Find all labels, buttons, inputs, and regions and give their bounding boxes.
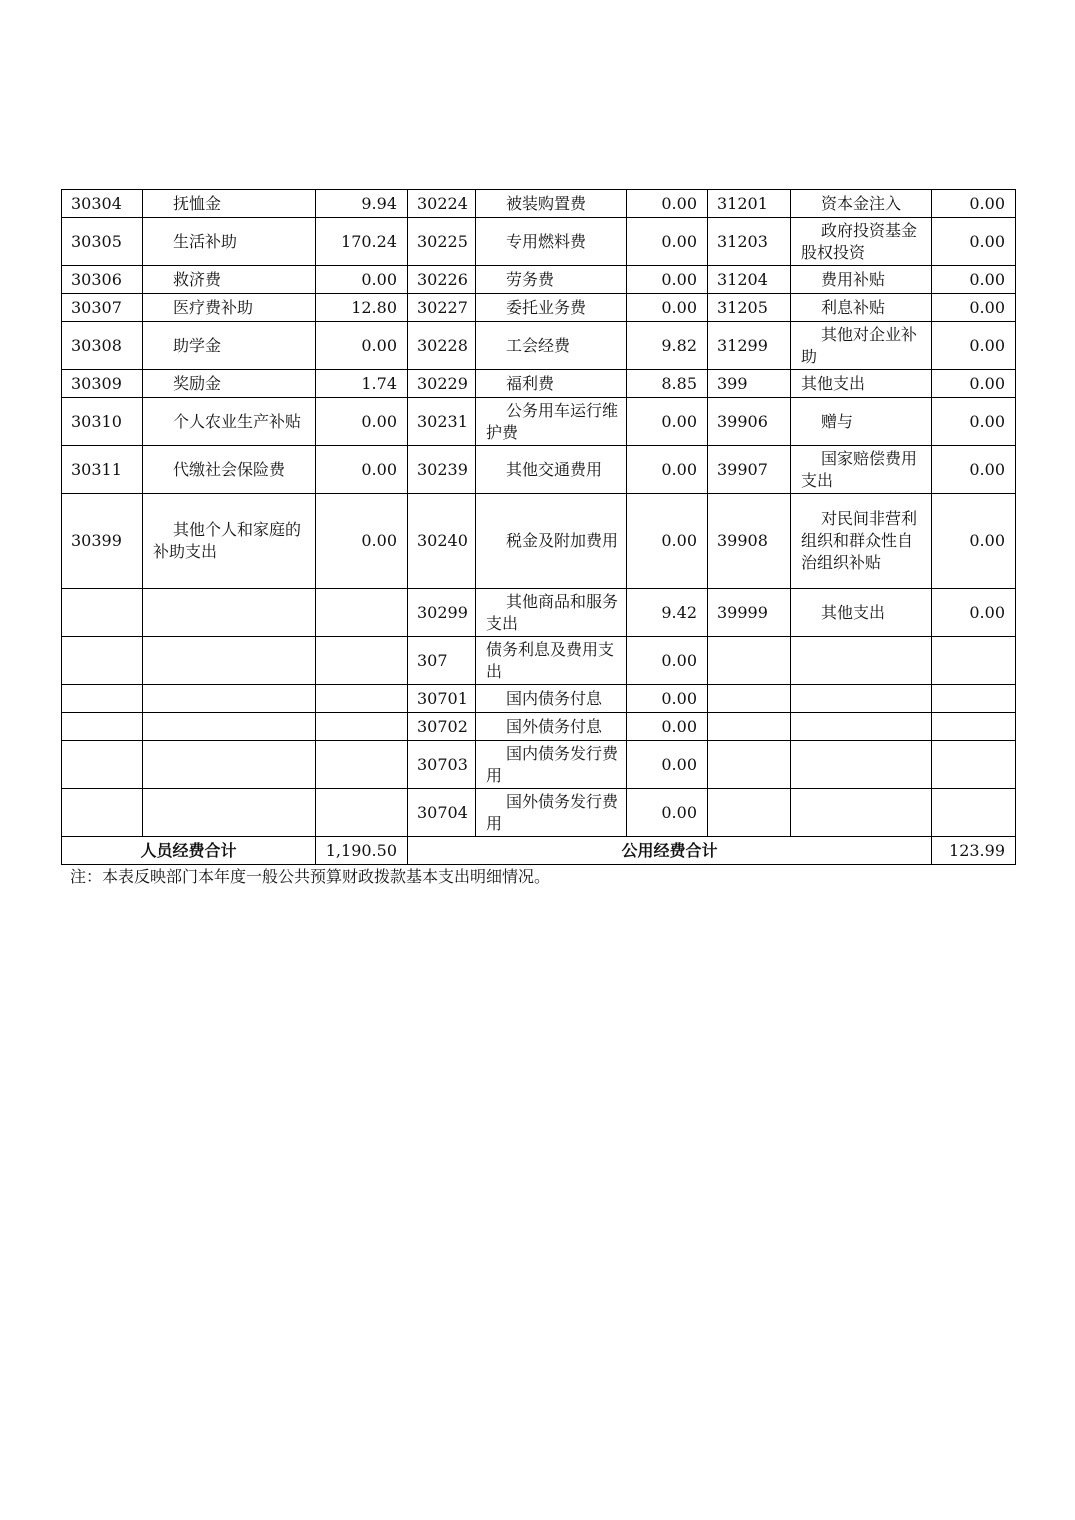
item-code: 30702 <box>408 713 476 741</box>
item-name-cell <box>791 218 932 266</box>
item-name-cell <box>791 494 932 589</box>
item-amount: 0.00 <box>627 685 708 713</box>
item-amount: 0.00 <box>932 589 1016 637</box>
table-row <box>62 398 1016 446</box>
table-row <box>62 218 1016 266</box>
item-name: 奖励金 <box>173 373 222 393</box>
item-amount: 170.24 <box>316 218 408 266</box>
item-name: 被装购置费 <box>506 193 587 213</box>
item-name: 专用燃料费 <box>506 231 587 251</box>
item-name-cell <box>476 446 627 494</box>
item-amount: 0.00 <box>316 322 408 370</box>
item-name: 助学金 <box>173 335 222 355</box>
item-code: 39908 <box>708 494 791 589</box>
item-name-cell <box>476 322 627 370</box>
item-name-cell <box>791 637 932 685</box>
item-amount: 0.00 <box>627 741 708 789</box>
item-name-cell <box>791 446 932 494</box>
item-amount: 0.00 <box>627 637 708 685</box>
item-code <box>62 589 143 637</box>
table-row <box>62 322 1016 370</box>
item-amount: 9.82 <box>627 322 708 370</box>
item-code: 30299 <box>408 589 476 637</box>
item-name-cell <box>143 741 316 789</box>
item-amount: 0.00 <box>932 294 1016 322</box>
item-name-cell <box>476 266 627 294</box>
item-name-cell <box>143 398 316 446</box>
item-amount: 0.00 <box>627 494 708 589</box>
item-amount <box>932 713 1016 741</box>
table-row <box>62 266 1016 294</box>
item-code: 30239 <box>408 446 476 494</box>
item-name-cell <box>143 190 316 218</box>
item-code <box>62 741 143 789</box>
item-code: 39907 <box>708 446 791 494</box>
item-code: 30225 <box>408 218 476 266</box>
item-amount <box>932 789 1016 837</box>
item-amount: 0.00 <box>932 322 1016 370</box>
item-amount: 0.00 <box>316 494 408 589</box>
table-row <box>62 294 1016 322</box>
item-code: 31204 <box>708 266 791 294</box>
item-name-cell <box>791 266 932 294</box>
item-name-cell <box>143 589 316 637</box>
item-amount: 0.00 <box>932 266 1016 294</box>
item-code: 399 <box>708 370 791 398</box>
item-name-cell <box>791 370 932 398</box>
item-amount: 0.00 <box>316 266 408 294</box>
item-code: 30310 <box>62 398 143 446</box>
item-code <box>62 685 143 713</box>
item-code: 30703 <box>408 741 476 789</box>
item-amount: 8.85 <box>627 370 708 398</box>
item-amount: 9.94 <box>316 190 408 218</box>
item-code: 30226 <box>408 266 476 294</box>
item-name: 其他支出 <box>801 373 866 393</box>
item-code: 30306 <box>62 266 143 294</box>
item-name: 利息补贴 <box>821 297 886 317</box>
item-amount: 9.42 <box>627 589 708 637</box>
item-name-cell <box>143 294 316 322</box>
item-code <box>708 741 791 789</box>
item-amount: 0.00 <box>932 398 1016 446</box>
item-name: 国内债务发行费用 <box>486 743 619 785</box>
table-row <box>62 589 1016 637</box>
item-amount: 0.00 <box>627 218 708 266</box>
item-name-cell <box>143 637 316 685</box>
item-amount: 0.00 <box>316 446 408 494</box>
item-amount <box>932 741 1016 789</box>
personnel-total-value: 1,190.50 <box>316 837 408 865</box>
item-name: 政府投资基金股权投资 <box>801 220 918 262</box>
item-name-cell <box>791 294 932 322</box>
item-name-cell <box>476 637 627 685</box>
item-code: 31203 <box>708 218 791 266</box>
item-code: 30227 <box>408 294 476 322</box>
item-amount: 0.00 <box>627 713 708 741</box>
item-amount: 12.80 <box>316 294 408 322</box>
item-name: 国内债务付息 <box>506 688 603 708</box>
item-code: 30229 <box>408 370 476 398</box>
item-code: 30240 <box>408 494 476 589</box>
item-amount <box>316 637 408 685</box>
item-name-cell <box>791 190 932 218</box>
item-name-cell <box>476 685 627 713</box>
item-name-cell <box>476 494 627 589</box>
item-name-cell <box>791 713 932 741</box>
item-amount: 0.00 <box>932 218 1016 266</box>
item-name: 国外债务付息 <box>506 716 603 736</box>
item-code: 30311 <box>62 446 143 494</box>
item-code: 30304 <box>62 190 143 218</box>
item-amount <box>316 589 408 637</box>
item-name-cell <box>476 589 627 637</box>
item-amount <box>316 741 408 789</box>
item-code <box>62 637 143 685</box>
item-code: 30224 <box>408 190 476 218</box>
personnel-total-label: 人员经费合计 <box>62 837 316 865</box>
item-name: 福利费 <box>506 373 555 393</box>
table-row <box>62 637 1016 685</box>
item-name-cell <box>143 789 316 837</box>
item-amount <box>316 685 408 713</box>
item-name: 其他个人和家庭的补助支出 <box>153 520 302 561</box>
table-body <box>62 190 1016 837</box>
item-code: 30308 <box>62 322 143 370</box>
item-name: 生活补助 <box>173 231 238 251</box>
item-amount: 0.00 <box>627 294 708 322</box>
item-name-cell <box>476 190 627 218</box>
item-name: 其他商品和服务支出 <box>486 591 619 633</box>
item-amount <box>316 713 408 741</box>
item-name: 其他支出 <box>821 602 886 622</box>
table-row <box>62 370 1016 398</box>
item-name-cell <box>476 218 627 266</box>
item-name: 工会经费 <box>506 335 571 355</box>
item-code: 30307 <box>62 294 143 322</box>
table-row <box>62 494 1016 589</box>
item-name-cell <box>143 446 316 494</box>
item-amount <box>932 637 1016 685</box>
table-row <box>62 741 1016 789</box>
table-row <box>62 789 1016 837</box>
item-amount: 0.00 <box>627 398 708 446</box>
item-code: 39906 <box>708 398 791 446</box>
item-name: 赠与 <box>821 411 854 431</box>
item-name: 其他交通费用 <box>506 459 603 479</box>
item-name-cell <box>143 713 316 741</box>
item-name-cell <box>476 713 627 741</box>
item-code: 30231 <box>408 398 476 446</box>
item-code: 39999 <box>708 589 791 637</box>
item-name: 抚恤金 <box>173 193 222 213</box>
item-amount: 0.00 <box>932 446 1016 494</box>
item-code <box>62 789 143 837</box>
budget-detail-table <box>61 189 1016 865</box>
item-name: 费用补贴 <box>821 269 886 289</box>
item-code: 31299 <box>708 322 791 370</box>
item-name: 救济费 <box>173 269 222 289</box>
item-name-cell <box>143 266 316 294</box>
item-name: 委托业务费 <box>506 297 587 317</box>
item-code: 30704 <box>408 789 476 837</box>
item-code <box>708 789 791 837</box>
public-total-value: 123.99 <box>932 837 1016 865</box>
item-code: 30305 <box>62 218 143 266</box>
item-name-cell <box>791 322 932 370</box>
item-name-cell <box>476 370 627 398</box>
item-name-cell <box>791 789 932 837</box>
item-name: 税金及附加费用 <box>506 531 619 550</box>
item-name: 个人农业生产补贴 <box>173 411 302 431</box>
item-amount: 0.00 <box>627 190 708 218</box>
item-code <box>62 713 143 741</box>
table-row <box>62 713 1016 741</box>
item-code: 30701 <box>408 685 476 713</box>
item-code <box>708 713 791 741</box>
item-amount: 0.00 <box>627 446 708 494</box>
item-code: 30309 <box>62 370 143 398</box>
table-note: 注：本表反映部门本年度一般公共预算财政拨款基本支出明细情况。 <box>70 867 551 886</box>
item-code: 30228 <box>408 322 476 370</box>
public-total-label: 公用经费合计 <box>408 837 932 865</box>
item-code <box>708 637 791 685</box>
item-name-cell <box>476 741 627 789</box>
item-name: 代缴社会保险费 <box>173 459 286 479</box>
item-name-cell <box>143 218 316 266</box>
item-amount: 0.00 <box>627 789 708 837</box>
item-name-cell <box>476 294 627 322</box>
item-name-cell <box>143 370 316 398</box>
item-name-cell <box>791 685 932 713</box>
item-name: 医疗费补助 <box>173 297 254 317</box>
item-amount: 0.00 <box>932 190 1016 218</box>
item-amount: 1.74 <box>316 370 408 398</box>
item-code <box>708 685 791 713</box>
totals-row <box>62 837 1016 865</box>
item-name-cell <box>791 589 932 637</box>
item-name-cell <box>476 789 627 837</box>
item-amount: 0.00 <box>627 266 708 294</box>
item-name-cell <box>791 398 932 446</box>
item-name-cell <box>143 322 316 370</box>
item-amount <box>316 789 408 837</box>
item-code: 30399 <box>62 494 143 589</box>
item-code: 31201 <box>708 190 791 218</box>
item-amount <box>932 685 1016 713</box>
item-name: 其他对企业补助 <box>801 324 918 366</box>
table-row <box>62 446 1016 494</box>
item-name: 资本金注入 <box>821 193 902 213</box>
item-amount: 0.00 <box>932 494 1016 589</box>
item-name-cell <box>143 494 316 589</box>
item-name: 国外债务发行费用 <box>486 791 619 833</box>
item-name: 劳务费 <box>506 269 555 289</box>
item-name: 国家赔偿费用支出 <box>801 448 918 490</box>
item-name: 公务用车运行维护费 <box>486 400 619 442</box>
item-amount: 0.00 <box>932 370 1016 398</box>
table-row <box>62 685 1016 713</box>
item-name: 债务利息及费用支出 <box>486 639 615 681</box>
item-name-cell <box>791 741 932 789</box>
item-name-cell <box>476 398 627 446</box>
item-name-cell <box>143 685 316 713</box>
item-name: 对民间非营利组织和群众性自治组织补贴 <box>801 509 918 572</box>
table-row <box>62 190 1016 218</box>
item-code: 307 <box>408 637 476 685</box>
item-code: 31205 <box>708 294 791 322</box>
item-amount: 0.00 <box>316 398 408 446</box>
